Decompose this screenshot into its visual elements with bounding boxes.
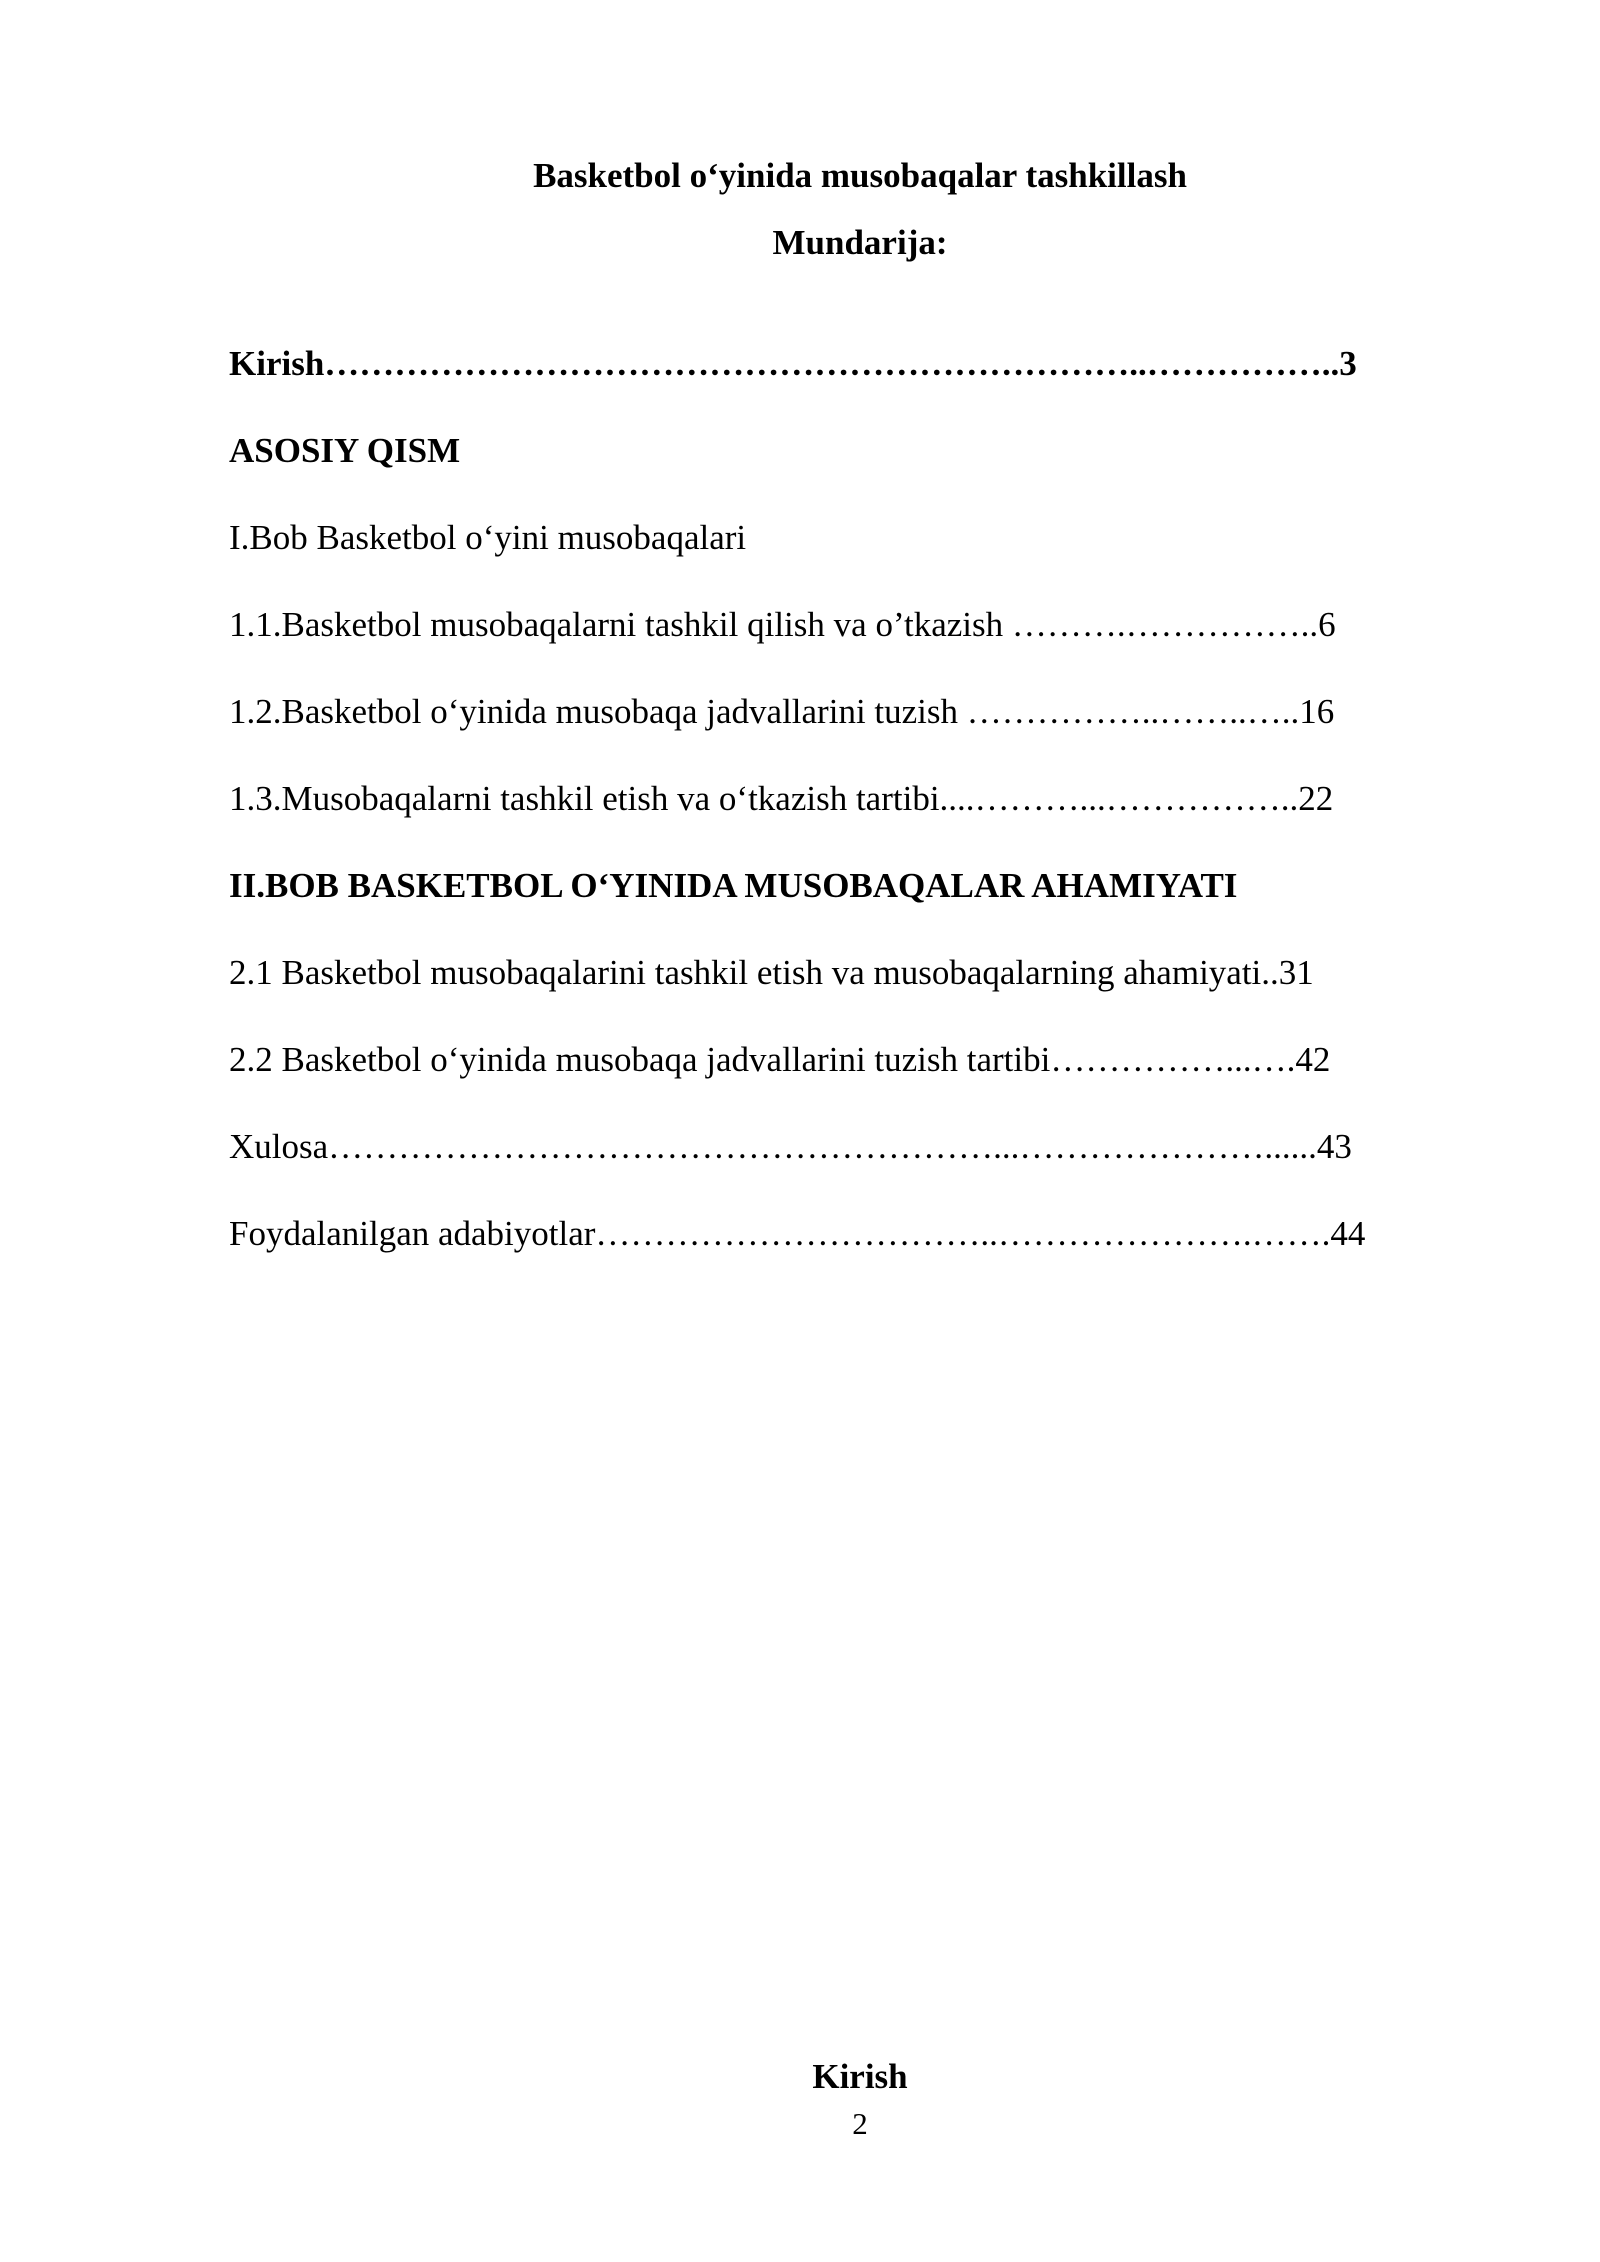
toc-entry-1-2: 1.2.Basketbol o‘yinida musobaqa jadvallarini tuzish ……………..……..…..16: [229, 692, 1335, 731]
toc-entry-asosiy-qism: ASOSIY QISM: [229, 431, 461, 470]
toc-entry-2-1: 2.1 Basketbol musobaqalarini tashkil etish va musobaqalarning ahamiyati..31: [229, 953, 1314, 992]
section-heading-kirish: Kirish: [812, 2057, 908, 2096]
toc-entry-1-1: 1.1.Basketbol musobaqalarni tashkil qilish va o’tkazish ……….……………..6: [229, 605, 1336, 644]
toc-entry-2-2: 2.2 Basketbol o‘yinida musobaqa jadvallarini tuzish tartibi……………...….42: [229, 1040, 1331, 1079]
toc-entry-xulosa: Xulosa…………………………………………………...…………………......43: [229, 1127, 1352, 1166]
toc-entry-adabiyotlar: Foydalanilgan adabiyotlar……………………………..………………….…….44: [229, 1214, 1366, 1253]
toc-entry-1-3: 1.3.Musobaqalarni tashkil etish va o‘tkazish tartibi....………...……………..22: [229, 779, 1334, 818]
toc-entry-chapter-1: I.Bob Basketbol o‘yini musobaqalari: [229, 518, 747, 557]
toc-entry-kirish: Kirish……………………………………………………………..……………..3: [229, 344, 1357, 383]
document-title: Basketbol o‘yinida musobaqalar tashkillash: [533, 156, 1187, 195]
toc-entry-chapter-2: II.BOB BASKETBOL O‘YINIDA MUSOBAQALAR AHAMIYATI: [229, 866, 1238, 905]
page-number: 2: [852, 2106, 868, 2141]
toc-heading: Mundarija:: [772, 223, 948, 262]
